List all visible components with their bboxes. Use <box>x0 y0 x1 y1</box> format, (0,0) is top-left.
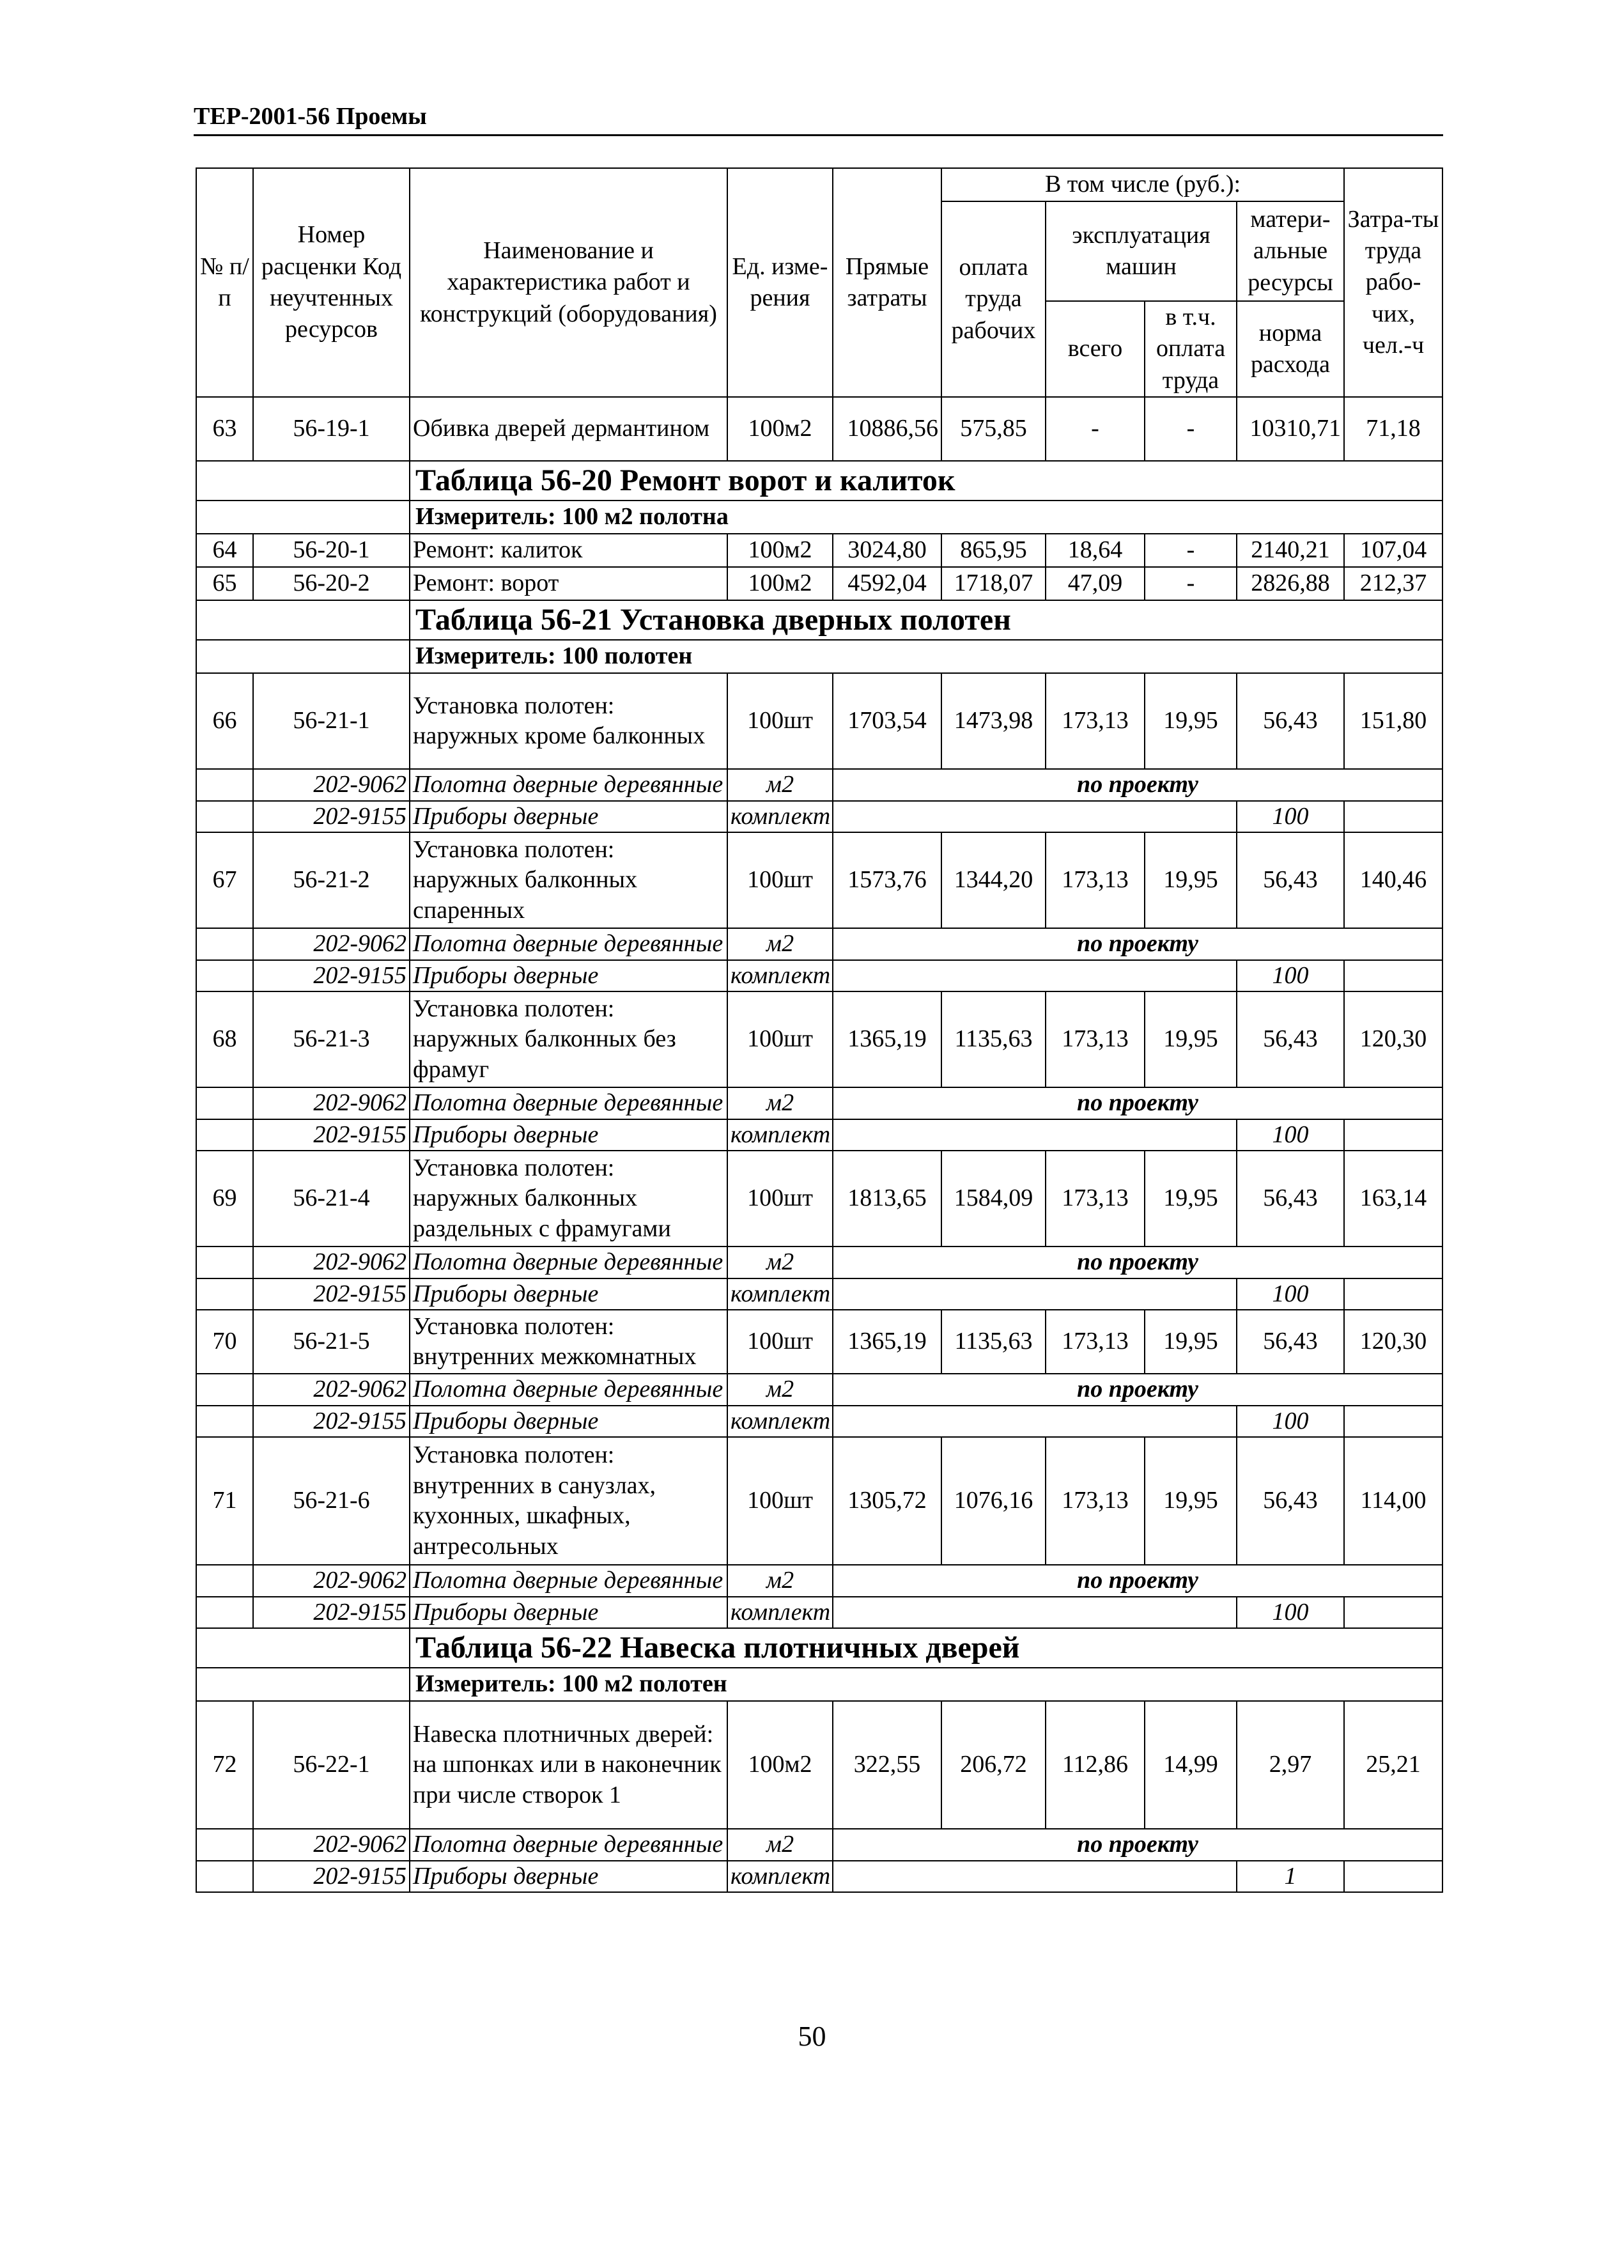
row-number: 65 <box>196 567 253 600</box>
row-name: Ремонт: ворот <box>410 567 727 600</box>
resource-value: по проекту <box>833 1565 1442 1597</box>
section-title-row <box>196 461 1442 501</box>
row-code: 56-21-4 <box>253 1151 410 1247</box>
resource-row <box>196 769 1442 801</box>
resource-row <box>196 1406 1442 1438</box>
row-unit: 100м2 <box>727 567 833 600</box>
resource-row <box>196 960 1442 992</box>
row-machines-wages: 19,95 <box>1145 1437 1237 1565</box>
resource-row <box>196 1829 1442 1861</box>
col-norm-header: норма расхода <box>1237 301 1344 397</box>
row-number: 66 <box>196 673 253 769</box>
resource-unit: м2 <box>727 1565 833 1597</box>
row-machines-total: 173,13 <box>1046 991 1145 1087</box>
row-number: 64 <box>196 534 253 567</box>
resource-unit: м2 <box>727 769 833 801</box>
row-number: 68 <box>196 991 253 1087</box>
section-title-row <box>196 1628 1442 1668</box>
resource-unit: м2 <box>727 1247 833 1278</box>
header-row-1 <box>196 168 1442 201</box>
table-row <box>196 991 1442 1087</box>
row-materials: 2140,21 <box>1237 534 1344 567</box>
row-machines-wages: - <box>1145 567 1237 600</box>
resource-row <box>196 1119 1442 1151</box>
resource-code: 202-9155 <box>253 1861 410 1893</box>
row-direct: 4592,04 <box>833 567 941 600</box>
row-code: 56-20-2 <box>253 567 410 600</box>
row-direct: 1365,19 <box>833 1310 941 1374</box>
row-code: 56-21-5 <box>253 1310 410 1374</box>
resource-code: 202-9062 <box>253 1247 410 1278</box>
row-code: 56-21-1 <box>253 673 410 769</box>
measure-row <box>196 640 1442 673</box>
resource-unit: м2 <box>727 1829 833 1861</box>
section-title: Таблица 56-22 Навеска плотничных дверей <box>410 1628 1442 1668</box>
row-direct: 1305,72 <box>833 1437 941 1565</box>
row-number: 72 <box>196 1701 253 1829</box>
resource-code: 202-9155 <box>253 1597 410 1629</box>
resource-name: Полотна дверные деревянные <box>410 769 727 801</box>
resource-row <box>196 801 1442 833</box>
col-materials-header: матери-альные ресурсы <box>1237 201 1344 301</box>
col-including-header: В том числе (руб.): <box>941 168 1344 201</box>
row-wages: 1584,09 <box>941 1151 1046 1247</box>
resource-unit: комплект <box>727 960 833 992</box>
table-row <box>196 1701 1442 1829</box>
row-unit: 100шт <box>727 1151 833 1247</box>
table-row <box>196 567 1442 600</box>
row-unit: 100шт <box>727 1310 833 1374</box>
row-machines-total: - <box>1046 397 1145 461</box>
resource-row <box>196 1374 1442 1406</box>
resource-unit: комплект <box>727 801 833 833</box>
price-table <box>196 167 1443 1893</box>
row-labor: 25,21 <box>1344 1701 1442 1829</box>
row-machines-total: 173,13 <box>1046 673 1145 769</box>
resource-name: Приборы дверные <box>410 1597 727 1629</box>
col-unit-header: Ед. изме-рения <box>727 168 833 397</box>
resource-name: Приборы дверные <box>410 1406 727 1438</box>
resource-code: 202-9062 <box>253 1374 410 1406</box>
resource-name: Полотна дверные деревянные <box>410 1829 727 1861</box>
resource-unit: комплект <box>727 1861 833 1893</box>
row-machines-total: 18,64 <box>1046 534 1145 567</box>
row-direct: 322,55 <box>833 1701 941 1829</box>
row-wages: 1473,98 <box>941 673 1046 769</box>
resource-unit: комплект <box>727 1119 833 1151</box>
row-machines-total: 173,13 <box>1046 1437 1145 1565</box>
resource-value: по проекту <box>833 1374 1442 1406</box>
row-name: Обивка дверей дермантином <box>410 397 727 461</box>
row-code: 56-20-1 <box>253 534 410 567</box>
resource-row <box>196 1597 1442 1629</box>
row-direct: 1365,19 <box>833 991 941 1087</box>
resource-value: 100 <box>1237 1119 1344 1151</box>
row-machines-total: 112,86 <box>1046 1701 1145 1829</box>
resource-value: по проекту <box>833 1829 1442 1861</box>
row-machines-wages: - <box>1145 397 1237 461</box>
row-machines-wages: 19,95 <box>1145 832 1237 928</box>
row-machines-wages: 19,95 <box>1145 1151 1237 1247</box>
row-labor: 114,00 <box>1344 1437 1442 1565</box>
row-unit: 100шт <box>727 991 833 1087</box>
col-machines-total-header: всего <box>1046 301 1145 397</box>
row-code: 56-22-1 <box>253 1701 410 1829</box>
resource-name: Полотна дверные деревянные <box>410 928 727 960</box>
row-machines-wages: 19,95 <box>1145 1310 1237 1374</box>
section-title: Таблица 56-20 Ремонт ворот и калиток <box>410 461 1442 501</box>
resource-code: 202-9062 <box>253 928 410 960</box>
row-name: Установка полотен: наружных кроме балконных <box>410 673 727 769</box>
resource-row <box>196 1278 1442 1310</box>
col-name-header: Наименование и характеристика работ и конструкций (оборудования) <box>410 168 727 397</box>
measure-row <box>196 501 1442 534</box>
row-labor: 212,37 <box>1344 567 1442 600</box>
resource-unit: м2 <box>727 1087 833 1119</box>
resource-row <box>196 1861 1442 1893</box>
col-num-header: № п/п <box>196 168 253 397</box>
row-unit: 100м2 <box>727 534 833 567</box>
resource-code: 202-9062 <box>253 1829 410 1861</box>
resource-unit: комплект <box>727 1406 833 1438</box>
resource-value: 100 <box>1237 1406 1344 1438</box>
resource-value: по проекту <box>833 1247 1442 1278</box>
resource-value: 100 <box>1237 1597 1344 1629</box>
row-name: Установка полотен: наружных балконных спаренных <box>410 832 727 928</box>
table-row <box>196 1310 1442 1374</box>
row-wages: 1344,20 <box>941 832 1046 928</box>
resource-name: Приборы дверные <box>410 1861 727 1893</box>
resource-value: по проекту <box>833 928 1442 960</box>
row-materials: 56,43 <box>1237 1310 1344 1374</box>
resource-value: 100 <box>1237 801 1344 833</box>
resource-code: 202-9155 <box>253 1119 410 1151</box>
row-machines-total: 173,13 <box>1046 1310 1145 1374</box>
resource-code: 202-9062 <box>253 769 410 801</box>
resource-unit: комплект <box>727 1597 833 1629</box>
header-rule <box>194 134 1443 136</box>
row-labor: 120,30 <box>1344 991 1442 1087</box>
resource-name: Приборы дверные <box>410 1278 727 1310</box>
row-materials: 56,43 <box>1237 1437 1344 1565</box>
resource-row <box>196 928 1442 960</box>
row-number: 69 <box>196 1151 253 1247</box>
row-wages: 1135,63 <box>941 991 1046 1087</box>
table-row <box>196 1151 1442 1247</box>
row-code: 56-21-2 <box>253 832 410 928</box>
resource-row <box>196 1087 1442 1119</box>
resource-unit: комплект <box>727 1278 833 1310</box>
resource-name: Полотна дверные деревянные <box>410 1565 727 1597</box>
resource-row <box>196 1247 1442 1278</box>
row-wages: 206,72 <box>941 1701 1046 1829</box>
row-machines-wages: - <box>1145 534 1237 567</box>
page-number: 50 <box>798 2021 826 2052</box>
col-wages-header: оплата труда рабочих <box>941 201 1046 397</box>
row-machines-wages: 19,95 <box>1145 673 1237 769</box>
row-direct: 3024,80 <box>833 534 941 567</box>
row-materials: 10310,71 <box>1237 397 1344 461</box>
row-labor: 107,04 <box>1344 534 1442 567</box>
row-materials: 56,43 <box>1237 832 1344 928</box>
row-number: 67 <box>196 832 253 928</box>
row-unit: 100шт <box>727 1437 833 1565</box>
row-machines-total: 47,09 <box>1046 567 1145 600</box>
row-labor: 151,80 <box>1344 673 1442 769</box>
section-measure: Измеритель: 100 полотен <box>410 640 1442 673</box>
row-code: 56-21-6 <box>253 1437 410 1565</box>
resource-code: 202-9155 <box>253 960 410 992</box>
row-unit: 100м2 <box>727 397 833 461</box>
row-unit: 100м2 <box>727 1701 833 1829</box>
resource-value: 1 <box>1237 1861 1344 1893</box>
row-number: 70 <box>196 1310 253 1374</box>
row-machines-total: 173,13 <box>1046 1151 1145 1247</box>
resource-code: 202-9155 <box>253 1406 410 1438</box>
row-wages: 1076,16 <box>941 1437 1046 1565</box>
row-number: 71 <box>196 1437 253 1565</box>
resource-name: Приборы дверные <box>410 960 727 992</box>
table-row <box>196 1437 1442 1565</box>
resource-code: 202-9062 <box>253 1565 410 1597</box>
row-materials: 56,43 <box>1237 673 1344 769</box>
row-labor: 71,18 <box>1344 397 1442 461</box>
measure-row <box>196 1668 1442 1701</box>
resource-value: 100 <box>1237 960 1344 992</box>
row-name: Установка полотен: внутренних в санузлах, кухонных, шкафных, антресольных <box>410 1437 727 1565</box>
row-direct: 1573,76 <box>833 832 941 928</box>
row-materials: 2,97 <box>1237 1701 1344 1829</box>
row-labor: 163,14 <box>1344 1151 1442 1247</box>
section-title: Таблица 56-21 Установка дверных полотен <box>410 600 1442 640</box>
resource-name: Приборы дверные <box>410 801 727 833</box>
row-direct: 10886,56 <box>833 397 941 461</box>
resource-value: по проекту <box>833 1087 1442 1119</box>
row-code: 56-19-1 <box>253 397 410 461</box>
resource-row <box>196 1565 1442 1597</box>
row-name: Установка полотен: внутренних межкомнатных <box>410 1310 727 1374</box>
col-code-header: Номер расценки Код неучтенных ресурсов <box>253 168 410 397</box>
table-row <box>196 673 1442 769</box>
row-wages: 1718,07 <box>941 567 1046 600</box>
row-labor: 140,46 <box>1344 832 1442 928</box>
resource-value: по проекту <box>833 769 1442 801</box>
resource-name: Полотна дверные деревянные <box>410 1374 727 1406</box>
row-wages: 865,95 <box>941 534 1046 567</box>
row-materials: 56,43 <box>1237 991 1344 1087</box>
resource-code: 202-9155 <box>253 801 410 833</box>
row-name: Установка полотен: наружных балконных раздельных с фрамугами <box>410 1151 727 1247</box>
row-labor: 120,30 <box>1344 1310 1442 1374</box>
section-measure: Измеритель: 100 м2 полотна <box>410 501 1442 534</box>
row-name: Навеска плотничных дверей: на шпонках или в наконечник при числе створок 1 <box>410 1701 727 1829</box>
table-row <box>196 832 1442 928</box>
row-number: 63 <box>196 397 253 461</box>
row-wages: 1135,63 <box>941 1310 1046 1374</box>
row-wages: 575,85 <box>941 397 1046 461</box>
resource-code: 202-9062 <box>253 1087 410 1119</box>
row-machines-wages: 19,95 <box>1145 991 1237 1087</box>
col-machines-header: эксплуатация машин <box>1046 201 1237 301</box>
resource-unit: м2 <box>727 928 833 960</box>
resource-name: Приборы дверные <box>410 1119 727 1151</box>
table-row <box>196 534 1442 567</box>
row-machines-total: 173,13 <box>1046 832 1145 928</box>
resource-code: 202-9155 <box>253 1278 410 1310</box>
col-direct-header: Прямые затраты <box>833 168 941 397</box>
col-machines-wages-header: в т.ч. оплата труда <box>1145 301 1237 397</box>
resource-name: Полотна дверные деревянные <box>410 1087 727 1119</box>
running-header: ТЕР-2001-56 Проемы <box>194 103 427 130</box>
row-name: Установка полотен: наружных балконных без фрамуг <box>410 991 727 1087</box>
row-unit: 100шт <box>727 832 833 928</box>
row-direct: 1813,65 <box>833 1151 941 1247</box>
row-materials: 2826,88 <box>1237 567 1344 600</box>
resource-name: Полотна дверные деревянные <box>410 1247 727 1278</box>
resource-value: 100 <box>1237 1278 1344 1310</box>
section-measure: Измеритель: 100 м2 полотен <box>410 1668 1442 1701</box>
col-labor-header: Затра-ты труда рабо-чих, чел.-ч <box>1344 168 1442 397</box>
row-code: 56-21-3 <box>253 991 410 1087</box>
row-machines-wages: 14,99 <box>1145 1701 1237 1829</box>
section-title-row <box>196 600 1442 640</box>
row-materials: 56,43 <box>1237 1151 1344 1247</box>
table-row <box>196 397 1442 461</box>
resource-unit: м2 <box>727 1374 833 1406</box>
row-direct: 1703,54 <box>833 673 941 769</box>
row-name: Ремонт: калиток <box>410 534 727 567</box>
row-unit: 100шт <box>727 673 833 769</box>
